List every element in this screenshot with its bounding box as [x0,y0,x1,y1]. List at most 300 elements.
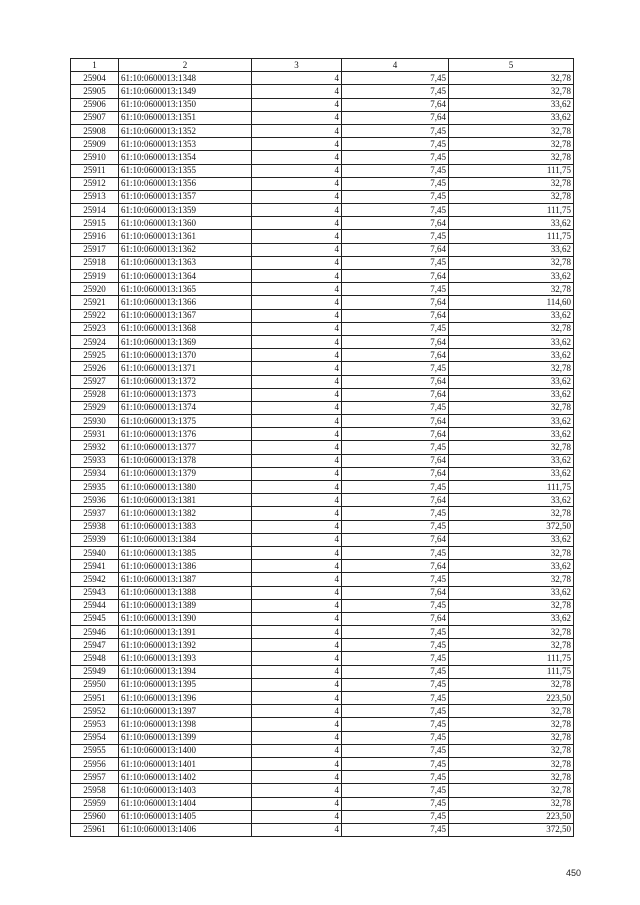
rate-cell: 7,45 [342,692,449,705]
cadastral-number-cell: 61:10:0600013:1362 [119,243,252,256]
table-row [71,243,574,256]
row-number-cell: 25906 [71,98,119,111]
row-number-cell: 25951 [71,692,119,705]
rate-cell: 7,45 [342,744,449,757]
cadastral-number-cell: 61:10:0600013:1376 [119,428,252,441]
rate-cell: 7,45 [342,705,449,718]
amount-cell: 32,78 [449,322,574,335]
rate-cell: 7,45 [342,573,449,586]
amount-cell: 32,78 [449,784,574,797]
table-row [71,217,574,230]
table-row [71,362,574,375]
row-number-cell: 25938 [71,520,119,533]
table-row [71,467,574,480]
cadastral-number-cell: 61:10:0600013:1387 [119,573,252,586]
table-body [71,72,574,837]
value-cell: 4 [252,520,342,533]
amount-cell: 32,78 [449,190,574,203]
amount-cell: 372,50 [449,520,574,533]
amount-cell: 32,78 [449,797,574,810]
rate-cell: 7,45 [342,718,449,731]
amount-cell: 33,62 [449,349,574,362]
rate-cell: 7,45 [342,177,449,190]
row-number-cell: 25927 [71,375,119,388]
table-row [71,454,574,467]
amount-cell: 111,75 [449,164,574,177]
rate-cell: 7,45 [342,731,449,744]
table-row [71,151,574,164]
row-number-cell: 25944 [71,599,119,612]
rate-cell: 7,64 [342,243,449,256]
rate-cell: 7,45 [342,481,449,494]
amount-cell: 32,78 [449,401,574,414]
value-cell: 4 [252,757,342,770]
value-cell: 4 [252,428,342,441]
cadastral-number-cell: 61:10:0600013:1357 [119,190,252,203]
value-cell: 4 [252,705,342,718]
value-cell: 4 [252,388,342,401]
value-cell: 4 [252,744,342,757]
amount-cell: 114,60 [449,296,574,309]
table-row [71,507,574,520]
amount-cell: 33,62 [449,111,574,124]
table-row [71,639,574,652]
amount-cell: 33,62 [449,243,574,256]
amount-cell: 33,62 [449,217,574,230]
rate-cell: 7,64 [342,296,449,309]
cadastral-number-cell: 61:10:0600013:1397 [119,705,252,718]
amount-cell: 33,62 [449,388,574,401]
table-row [71,177,574,190]
cadastral-number-cell: 61:10:0600013:1378 [119,454,252,467]
value-cell: 4 [252,362,342,375]
value-cell: 4 [252,151,342,164]
table-row [71,270,574,283]
table-row [71,481,574,494]
amount-cell: 372,50 [449,823,574,836]
value-cell: 4 [252,507,342,520]
rate-cell: 7,64 [342,335,449,348]
row-number-cell: 25910 [71,151,119,164]
rate-cell: 7,64 [342,454,449,467]
value-cell: 4 [252,72,342,85]
table-row [71,230,574,243]
table-row [71,797,574,810]
table-row [71,810,574,823]
cadastral-number-cell: 61:10:0600013:1405 [119,810,252,823]
table-row [71,349,574,362]
rate-cell: 7,45 [342,164,449,177]
row-number-cell: 25960 [71,810,119,823]
amount-cell: 33,62 [449,494,574,507]
table-row [71,612,574,625]
value-cell: 4 [252,692,342,705]
row-number-cell: 25954 [71,731,119,744]
row-number-cell: 25907 [71,111,119,124]
row-number-cell: 25917 [71,243,119,256]
cadastral-number-cell: 61:10:0600013:1379 [119,467,252,480]
cadastral-number-cell: 61:10:0600013:1351 [119,111,252,124]
cadastral-number-cell: 61:10:0600013:1365 [119,283,252,296]
rate-cell: 7,45 [342,546,449,559]
rate-cell: 7,45 [342,283,449,296]
row-number-cell: 25948 [71,652,119,665]
amount-cell: 32,78 [449,138,574,151]
rate-cell: 7,64 [342,428,449,441]
cadastral-number-cell: 61:10:0600013:1395 [119,678,252,691]
cadastral-number-cell: 61:10:0600013:1388 [119,586,252,599]
value-cell: 4 [252,243,342,256]
table-row [71,164,574,177]
table-row [71,441,574,454]
row-number-cell: 25949 [71,665,119,678]
row-number-cell: 25945 [71,612,119,625]
cadastral-number-cell: 61:10:0600013:1348 [119,72,252,85]
value-cell: 4 [252,586,342,599]
rate-cell: 7,64 [342,586,449,599]
cadastral-number-cell: 61:10:0600013:1406 [119,823,252,836]
table-row [71,98,574,111]
rate-cell: 7,45 [342,124,449,137]
amount-cell: 32,78 [449,362,574,375]
table-row [71,573,574,586]
table-row [71,322,574,335]
rate-cell: 7,64 [342,270,449,283]
cadastral-number-cell: 61:10:0600013:1352 [119,124,252,137]
amount-cell: 33,62 [449,586,574,599]
cadastral-number-cell: 61:10:0600013:1383 [119,520,252,533]
amount-cell: 111,75 [449,230,574,243]
row-number-cell: 25939 [71,533,119,546]
value-cell: 4 [252,283,342,296]
row-number-cell: 25952 [71,705,119,718]
value-cell: 4 [252,665,342,678]
column-header: 3 [252,59,342,72]
row-number-cell: 25916 [71,230,119,243]
value-cell: 4 [252,784,342,797]
value-cell: 4 [252,441,342,454]
rate-cell: 7,45 [342,823,449,836]
table-row [71,705,574,718]
row-number-cell: 25935 [71,481,119,494]
amount-cell: 32,78 [449,283,574,296]
value-cell: 4 [252,349,342,362]
amount-cell: 32,78 [449,626,574,639]
value-cell: 4 [252,230,342,243]
value-cell: 4 [252,85,342,98]
rate-cell: 7,45 [342,151,449,164]
rate-cell: 7,45 [342,626,449,639]
row-number-cell: 25942 [71,573,119,586]
table-row [71,823,574,836]
cadastral-number-cell: 61:10:0600013:1391 [119,626,252,639]
table-row [71,190,574,203]
rate-cell: 7,45 [342,665,449,678]
rate-cell: 7,45 [342,204,449,217]
table-row [71,744,574,757]
page-number: 450 [566,868,582,878]
table-row [71,757,574,770]
amount-cell: 32,78 [449,705,574,718]
cadastral-number-cell: 61:10:0600013:1356 [119,177,252,190]
rate-cell: 7,45 [342,322,449,335]
amount-cell: 32,78 [449,718,574,731]
amount-cell: 33,62 [449,612,574,625]
row-number-cell: 25912 [71,177,119,190]
cadastral-number-cell: 61:10:0600013:1361 [119,230,252,243]
value-cell: 4 [252,546,342,559]
row-number-cell: 25905 [71,85,119,98]
table-row [71,771,574,784]
value-cell: 4 [252,626,342,639]
column-header: 2 [119,59,252,72]
amount-cell: 32,78 [449,507,574,520]
amount-cell: 32,78 [449,678,574,691]
cadastral-number-cell: 61:10:0600013:1374 [119,401,252,414]
row-number-cell: 25914 [71,204,119,217]
rate-cell: 7,45 [342,652,449,665]
table-row [71,586,574,599]
cadastral-number-cell: 61:10:0600013:1390 [119,612,252,625]
value-cell: 4 [252,177,342,190]
value-cell: 4 [252,415,342,428]
row-number-cell: 25934 [71,467,119,480]
cadastral-number-cell: 61:10:0600013:1364 [119,270,252,283]
row-number-cell: 25953 [71,718,119,731]
cadastral-number-cell: 61:10:0600013:1399 [119,731,252,744]
data-table [70,58,574,837]
table-row [71,309,574,322]
cadastral-number-cell: 61:10:0600013:1353 [119,138,252,151]
cadastral-number-cell: 61:10:0600013:1371 [119,362,252,375]
cadastral-number-cell: 61:10:0600013:1392 [119,639,252,652]
cadastral-number-cell: 61:10:0600013:1382 [119,507,252,520]
cadastral-number-cell: 61:10:0600013:1355 [119,164,252,177]
rate-cell: 7,45 [342,784,449,797]
cadastral-number-cell: 61:10:0600013:1360 [119,217,252,230]
table-row [71,784,574,797]
table-row [71,72,574,85]
rate-cell: 7,45 [342,85,449,98]
cadastral-number-cell: 61:10:0600013:1400 [119,744,252,757]
amount-cell: 32,78 [449,573,574,586]
rate-cell: 7,45 [342,678,449,691]
value-cell: 4 [252,810,342,823]
value-cell: 4 [252,599,342,612]
table-row [71,401,574,414]
cadastral-number-cell: 61:10:0600013:1389 [119,599,252,612]
row-number-cell: 25932 [71,441,119,454]
cadastral-number-cell: 61:10:0600013:1402 [119,771,252,784]
row-number-cell: 25924 [71,335,119,348]
rate-cell: 7,45 [342,797,449,810]
value-cell: 4 [252,204,342,217]
row-number-cell: 25943 [71,586,119,599]
cadastral-number-cell: 61:10:0600013:1396 [119,692,252,705]
cadastral-number-cell: 61:10:0600013:1363 [119,256,252,269]
amount-cell: 33,62 [449,415,574,428]
amount-cell: 33,62 [449,270,574,283]
value-cell: 4 [252,481,342,494]
value-cell: 4 [252,823,342,836]
value-cell: 4 [252,454,342,467]
table-row [71,124,574,137]
cadastral-number-cell: 61:10:0600013:1398 [119,718,252,731]
cadastral-number-cell: 61:10:0600013:1377 [119,441,252,454]
cadastral-number-cell: 61:10:0600013:1385 [119,546,252,559]
value-cell: 4 [252,652,342,665]
cadastral-number-cell: 61:10:0600013:1350 [119,98,252,111]
amount-cell: 223,50 [449,692,574,705]
row-number-cell: 25925 [71,349,119,362]
rate-cell: 7,64 [342,309,449,322]
amount-cell: 33,62 [449,467,574,480]
amount-cell: 32,78 [449,744,574,757]
table-row [71,626,574,639]
value-cell: 4 [252,138,342,151]
value-cell: 4 [252,718,342,731]
row-number-cell: 25929 [71,401,119,414]
table-row [71,652,574,665]
row-number-cell: 25941 [71,560,119,573]
rate-cell: 7,45 [342,520,449,533]
value-cell: 4 [252,401,342,414]
table-row [71,560,574,573]
cadastral-number-cell: 61:10:0600013:1386 [119,560,252,573]
table-row [71,533,574,546]
table-row [71,599,574,612]
amount-cell: 33,62 [449,309,574,322]
cadastral-number-cell: 61:10:0600013:1375 [119,415,252,428]
rate-cell: 7,64 [342,533,449,546]
cadastral-number-cell: 61:10:0600013:1372 [119,375,252,388]
row-number-cell: 25918 [71,256,119,269]
table-row [71,731,574,744]
value-cell: 4 [252,678,342,691]
table-row [71,204,574,217]
value-cell: 4 [252,309,342,322]
value-cell: 4 [252,494,342,507]
rate-cell: 7,45 [342,757,449,770]
table-row [71,678,574,691]
cadastral-number-cell: 61:10:0600013:1373 [119,388,252,401]
cadastral-number-cell: 61:10:0600013:1384 [119,533,252,546]
column-header: 5 [449,59,574,72]
cadastral-number-cell: 61:10:0600013:1354 [119,151,252,164]
table-row [71,111,574,124]
row-number-cell: 25937 [71,507,119,520]
table-row [71,375,574,388]
row-number-cell: 25930 [71,415,119,428]
cadastral-number-cell: 61:10:0600013:1380 [119,481,252,494]
amount-cell: 111,75 [449,652,574,665]
amount-cell: 32,78 [449,177,574,190]
row-number-cell: 25919 [71,270,119,283]
rate-cell: 7,64 [342,98,449,111]
cadastral-number-cell: 61:10:0600013:1368 [119,322,252,335]
amount-cell: 32,78 [449,85,574,98]
cadastral-number-cell: 61:10:0600013:1403 [119,784,252,797]
table-row [71,718,574,731]
cadastral-number-cell: 61:10:0600013:1369 [119,335,252,348]
amount-cell: 32,78 [449,771,574,784]
row-number-cell: 25946 [71,626,119,639]
value-cell: 4 [252,98,342,111]
rate-cell: 7,64 [342,612,449,625]
amount-cell: 33,62 [449,375,574,388]
rate-cell: 7,45 [342,230,449,243]
rate-cell: 7,45 [342,771,449,784]
column-header: 1 [71,59,119,72]
amount-cell: 33,62 [449,98,574,111]
value-cell: 4 [252,111,342,124]
value-cell: 4 [252,467,342,480]
amount-cell: 32,78 [449,546,574,559]
value-cell: 4 [252,164,342,177]
rate-cell: 7,45 [342,190,449,203]
cadastral-number-cell: 61:10:0600013:1370 [119,349,252,362]
rate-cell: 7,45 [342,401,449,414]
value-cell: 4 [252,296,342,309]
row-number-cell: 25958 [71,784,119,797]
row-number-cell: 25950 [71,678,119,691]
value-cell: 4 [252,612,342,625]
amount-cell: 32,78 [449,599,574,612]
value-cell: 4 [252,270,342,283]
amount-cell: 32,78 [449,441,574,454]
rate-cell: 7,45 [342,362,449,375]
amount-cell: 32,78 [449,124,574,137]
value-cell: 4 [252,335,342,348]
row-number-cell: 25940 [71,546,119,559]
value-cell: 4 [252,573,342,586]
cadastral-number-cell: 61:10:0600013:1381 [119,494,252,507]
value-cell: 4 [252,771,342,784]
amount-cell: 33,62 [449,533,574,546]
amount-cell: 32,78 [449,151,574,164]
table-row [71,692,574,705]
amount-cell: 32,78 [449,731,574,744]
rate-cell: 7,45 [342,507,449,520]
value-cell: 4 [252,797,342,810]
rate-cell: 7,64 [342,560,449,573]
value-cell: 4 [252,560,342,573]
amount-cell: 33,62 [449,335,574,348]
table-row [71,546,574,559]
value-cell: 4 [252,639,342,652]
rate-cell: 7,45 [342,138,449,151]
column-header: 4 [342,59,449,72]
cadastral-number-cell: 61:10:0600013:1349 [119,85,252,98]
rate-cell: 7,64 [342,467,449,480]
row-number-cell: 25936 [71,494,119,507]
cadastral-number-cell: 61:10:0600013:1404 [119,797,252,810]
cadastral-number-cell: 61:10:0600013:1359 [119,204,252,217]
amount-cell: 111,75 [449,481,574,494]
table-row [71,256,574,269]
row-number-cell: 25921 [71,296,119,309]
table-row [71,283,574,296]
amount-cell: 111,75 [449,204,574,217]
value-cell: 4 [252,322,342,335]
row-number-cell: 25923 [71,322,119,335]
table-row [71,520,574,533]
amount-cell: 32,78 [449,639,574,652]
row-number-cell: 25908 [71,124,119,137]
rate-cell: 7,64 [342,415,449,428]
amount-cell: 111,75 [449,665,574,678]
rate-cell: 7,64 [342,494,449,507]
